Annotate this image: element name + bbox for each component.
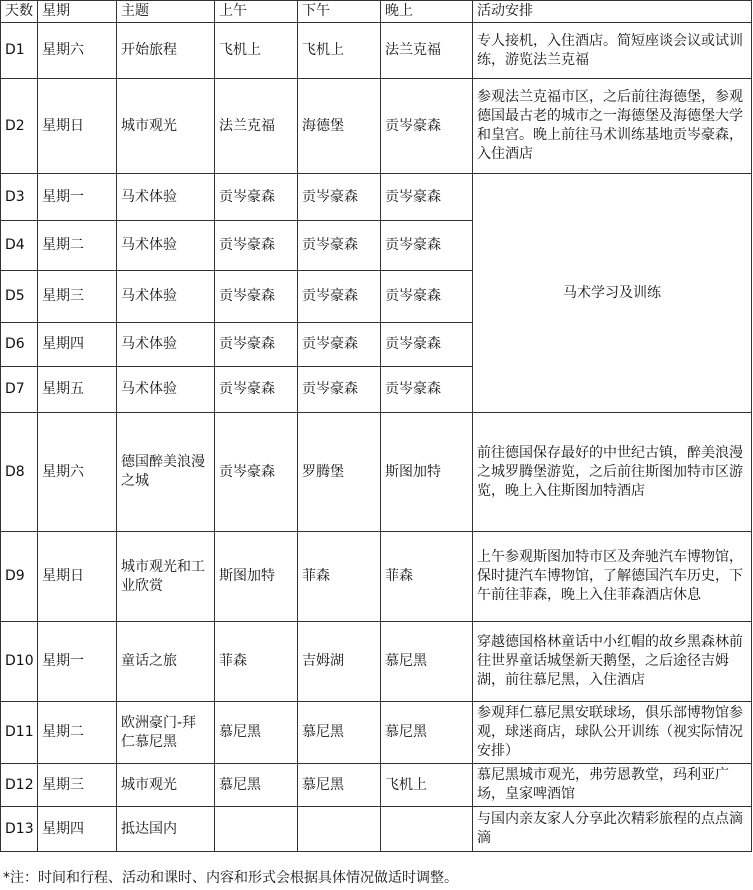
weekday-cell: 星期五 [38,367,117,413]
evening-cell: 贡岑豪森 [381,271,473,323]
day-cell: D12 [1,764,38,807]
header-row [1,1,752,23]
header-activity: 活动安排 [473,1,752,23]
header-morning: 上午 [215,1,298,23]
table-row [1,622,752,702]
evening-cell: 慕尼黑 [381,702,473,764]
afternoon-cell: 吉姆湖 [298,622,381,702]
activity-cell: 慕尼黑城市观光，弗劳恩教堂，玛利亚广场，皇家啤酒馆 [473,764,752,807]
evening-cell: 贡岑豪森 [381,221,473,271]
evening-cell: 慕尼黑 [381,622,473,702]
day-cell: D1 [1,23,38,79]
evening-cell: 贡岑豪森 [381,323,473,367]
activity-cell: 与国内亲友家人分享此次精彩旅程的点点滴滴 [473,807,752,852]
table-row [1,23,752,79]
day-cell: D13 [1,807,38,852]
morning-cell: 斯图加特 [215,532,298,622]
afternoon-cell: 慕尼黑 [298,764,381,807]
afternoon-cell: 贡岑豪森 [298,367,381,413]
theme-cell: 城市观光和工业欣赏 [117,532,215,622]
morning-cell: 慕尼黑 [215,764,298,807]
weekday-cell: 星期一 [38,622,117,702]
morning-cell: 菲森 [215,622,298,702]
table-row [1,174,752,221]
theme-cell: 马术体验 [117,271,215,323]
theme-cell: 马术体验 [117,367,215,413]
afternoon-cell: 慕尼黑 [298,702,381,764]
evening-cell: 菲森 [381,532,473,622]
activity-cell: 专人接机，入住酒店。简短座谈会议或试训练，游览法兰克福 [473,23,752,79]
morning-cell: 贡岑豪森 [215,271,298,323]
morning-cell: 贡岑豪森 [215,367,298,413]
table-row [1,702,752,764]
theme-cell: 开始旅程 [117,23,215,79]
activity-cell: 参观法兰克福市区，之后前往海德堡，参观德国最古老的城市之一海德堡及海德堡大学和皇宫。晚上前往马术训练基地贡岑豪森，入住酒店 [473,79,752,174]
evening-cell: 斯图加特 [381,413,473,532]
weekday-cell: 星期三 [38,271,117,323]
theme-cell: 抵达国内 [117,807,215,852]
evening-cell: 贡岑豪森 [381,367,473,413]
table-row [1,807,752,852]
afternoon-cell: 罗腾堡 [298,413,381,532]
table-row [1,413,752,532]
day-cell: D2 [1,79,38,174]
table-row [1,79,752,174]
morning-cell: 贡岑豪森 [215,413,298,532]
theme-cell: 马术体验 [117,174,215,221]
afternoon-cell: 贡岑豪森 [298,271,381,323]
day-cell: D9 [1,532,38,622]
morning-cell [215,807,298,852]
afternoon-cell: 贡岑豪森 [298,174,381,221]
theme-cell: 欧洲豪门-拜仁慕尼黑 [117,702,215,764]
day-cell: D10 [1,622,38,702]
morning-cell: 贡岑豪森 [215,323,298,367]
header-theme: 主题 [117,1,215,23]
weekday-cell: 星期六 [38,23,117,79]
afternoon-cell [298,807,381,852]
theme-cell: 马术体验 [117,323,215,367]
day-cell: D11 [1,702,38,764]
evening-cell: 法兰克福 [381,23,473,79]
merged-activity-cell: 马术学习及训练 [473,174,752,413]
day-cell: D3 [1,174,38,221]
header-weekday: 星期 [38,1,117,23]
weekday-cell: 星期日 [38,79,117,174]
theme-cell: 童话之旅 [117,622,215,702]
header-afternoon: 下午 [298,1,381,23]
table-row [1,532,752,622]
weekday-cell: 星期日 [38,532,117,622]
morning-cell: 法兰克福 [215,79,298,174]
activity-cell: 前往德国保存最好的中世纪古镇，醉美浪漫之城罗腾堡游览，之后前往斯图加特市区游览，晚上入住斯图加特酒店 [473,413,752,532]
weekday-cell: 星期二 [38,221,117,271]
activity-cell: 穿越德国格林童话中小红帽的故乡黑森林前往世界童话城堡新天鹅堡，之后途径吉姆湖，前往慕尼黑，入住酒店 [473,622,752,702]
day-cell: D5 [1,271,38,323]
theme-cell: 德国醉美浪漫之城 [117,413,215,532]
afternoon-cell: 贡岑豪森 [298,221,381,271]
weekday-cell: 星期二 [38,702,117,764]
weekday-cell: 星期三 [38,764,117,807]
header-evening: 晚上 [381,1,473,23]
weekday-cell: 星期四 [38,807,117,852]
table-row [1,764,752,807]
evening-cell: 贡岑豪森 [381,79,473,174]
activity-cell: 上午参观斯图加特市区及奔驰汽车博物馆，保时捷汽车博物馆，了解德国汽车历史，下午前往菲森，晚上入住菲森酒店休息 [473,532,752,622]
morning-cell: 飞机上 [215,23,298,79]
evening-cell: 飞机上 [381,764,473,807]
evening-cell [381,807,473,852]
day-cell: D7 [1,367,38,413]
theme-cell: 城市观光 [117,79,215,174]
evening-cell: 贡岑豪森 [381,174,473,221]
morning-cell: 贡岑豪森 [215,174,298,221]
day-cell: D6 [1,323,38,367]
weekday-cell: 星期六 [38,413,117,532]
afternoon-cell: 飞机上 [298,23,381,79]
theme-cell: 城市观光 [117,764,215,807]
day-cell: D8 [1,413,38,532]
weekday-cell: 星期四 [38,323,117,367]
afternoon-cell: 贡岑豪森 [298,323,381,367]
header-day: 天数 [1,1,38,23]
footnote: *注：时间和行程、活动和课时、内容和形式会根据具体情况做适时调整。 [3,870,458,886]
activity-cell: 参观拜仁慕尼黑安联球场，俱乐部博物馆参观，球迷商店，球队公开训练（视实际情况安排） [473,702,752,764]
afternoon-cell: 菲森 [298,532,381,622]
day-cell: D4 [1,221,38,271]
theme-cell: 马术体验 [117,221,215,271]
afternoon-cell: 海德堡 [298,79,381,174]
morning-cell: 慕尼黑 [215,702,298,764]
weekday-cell: 星期一 [38,174,117,221]
morning-cell: 贡岑豪森 [215,221,298,271]
